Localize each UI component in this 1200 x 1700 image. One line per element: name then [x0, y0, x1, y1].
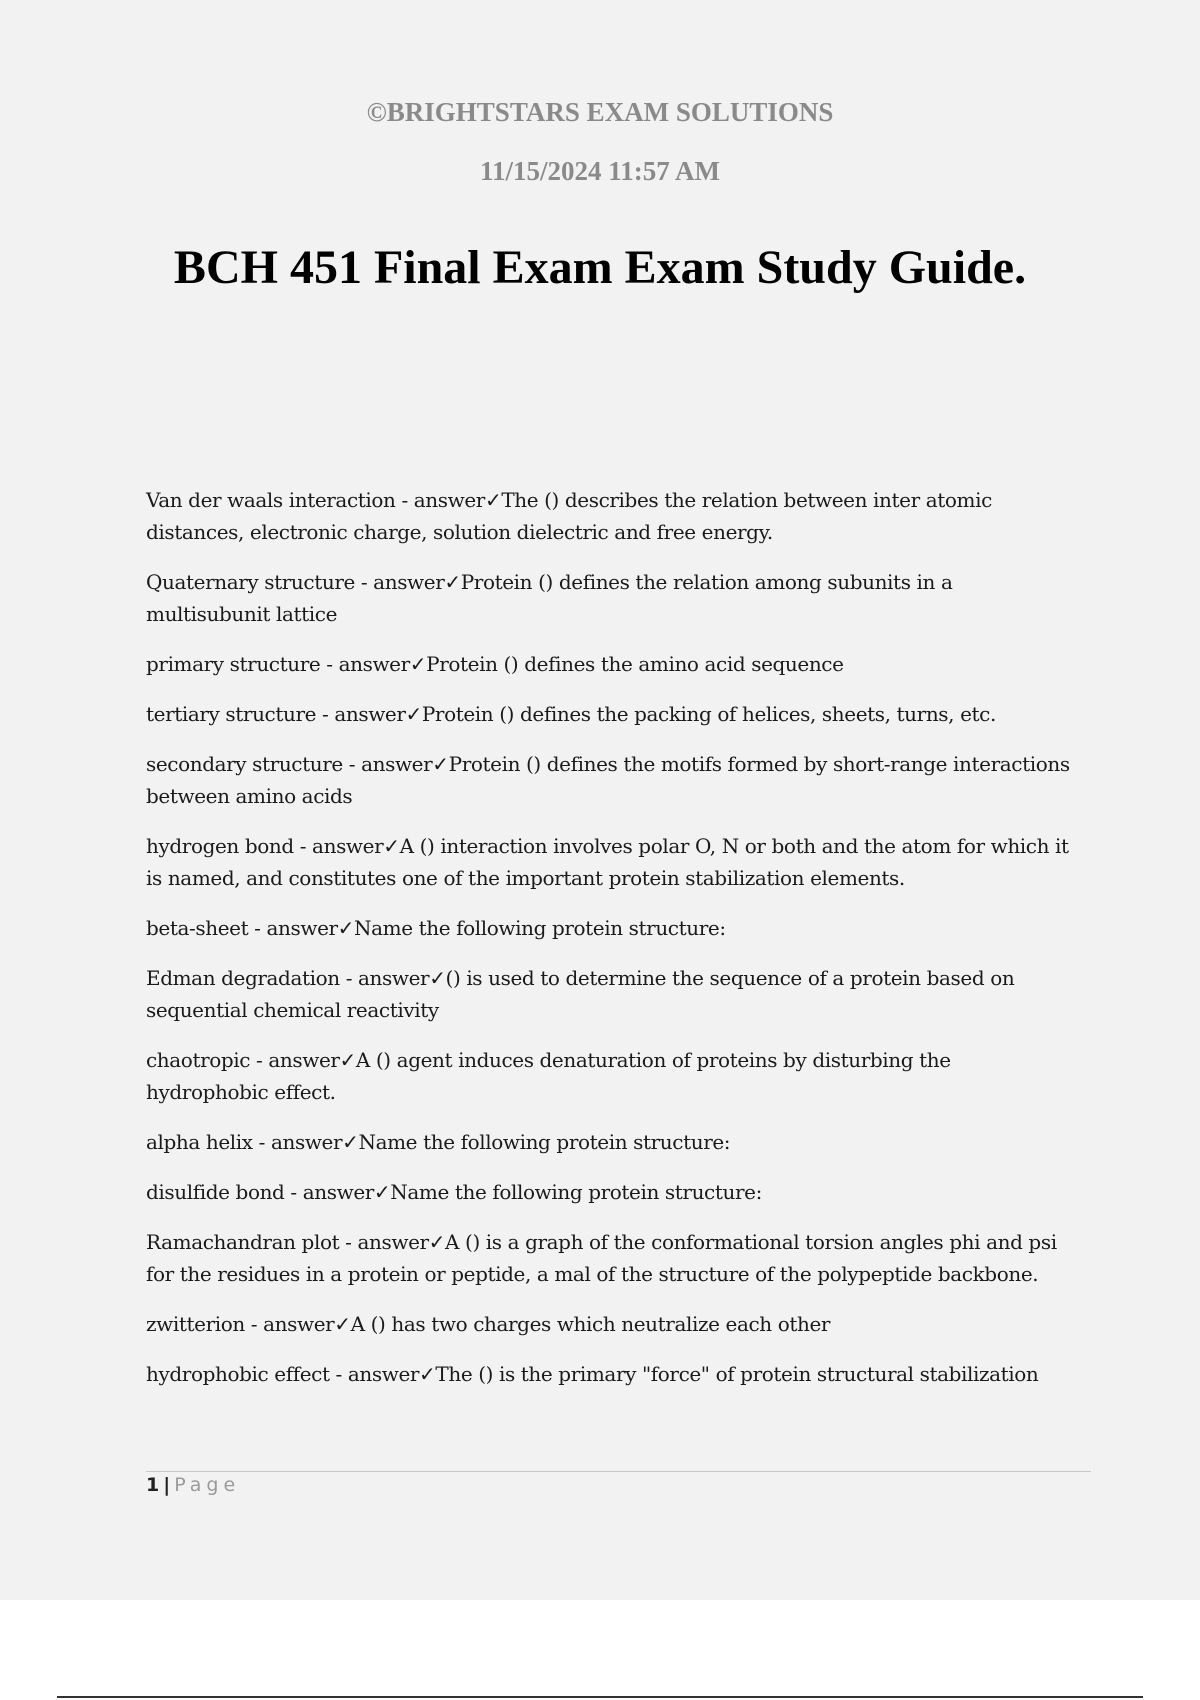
entry-secondary-structure: secondary structure - answer✓Protein () defines the motifs formed by short-range interactions between amino acids [146, 752, 1070, 808]
entry-primary-structure: primary structure - answer✓Protein () defines the amino acid sequence [146, 652, 844, 676]
page-number: 1 [146, 1474, 160, 1496]
entry-edman-degradation: Edman degradation - answer✓() is used to determine the sequence of a protein based on sequential chemical reactivity [146, 966, 1015, 1022]
page-footer [146, 1474, 240, 1496]
header-company: ©BRIGHTSTARS EXAM SOLUTIONS [366, 97, 834, 127]
footer-divider [146, 1471, 1091, 1472]
page-label: Page [174, 1474, 241, 1496]
entry-beta-sheet: beta-sheet - answer✓Name the following protein structure: [146, 916, 726, 940]
entry-tertiary-structure: tertiary structure - answer✓Protein () defines the packing of helices, sheets, turns, etc. [146, 702, 996, 726]
next-page-rule [57, 1696, 1143, 1698]
entry-van-der-waals: Van der waals interaction - answer✓The () describes the relation between inter atomic distances, electronic charge, solution dielectric and free energy. [146, 488, 992, 544]
header-datetime: 11/15/2024 11:57 AM [479, 156, 720, 186]
document-title: BCH 451 Final Exam Exam Study Guide. [173, 241, 1027, 294]
entry-ramachandran-plot: Ramachandran plot - answer✓A () is a graph of the conformational torsion angles phi and psi for the residues in a protein or peptide, a mal of the structure of the polypeptide backbone. [146, 1230, 1057, 1286]
entry-hydrophobic-effect: hydrophobic effect - answer✓The () is the primary "force" of protein structural stabilization [146, 1362, 1039, 1386]
entry-chaotropic: chaotropic - answer✓A () agent induces denaturation of proteins by disturbing the hydrophobic effect. [146, 1048, 951, 1104]
entry-zwitterion: zwitterion - answer✓A () has two charges which neutralize each other [146, 1312, 831, 1336]
entry-alpha-helix: alpha helix - answer✓Name the following protein structure: [146, 1130, 731, 1154]
study-entries [146, 484, 1076, 1390]
entry-hydrogen-bond: hydrogen bond - answer✓A () interaction involves polar O, N or both and the atom for which it is named, and constitutes one of the important protein stabilization elements. [146, 834, 1069, 890]
page-separator: | [163, 1474, 171, 1496]
entry-disulfide-bond: disulfide bond - answer✓Name the following protein structure: [146, 1180, 762, 1204]
entry-quaternary-structure: Quaternary structure - answer✓Protein () defines the relation among subunits in a multisubunit lattice [146, 570, 953, 626]
